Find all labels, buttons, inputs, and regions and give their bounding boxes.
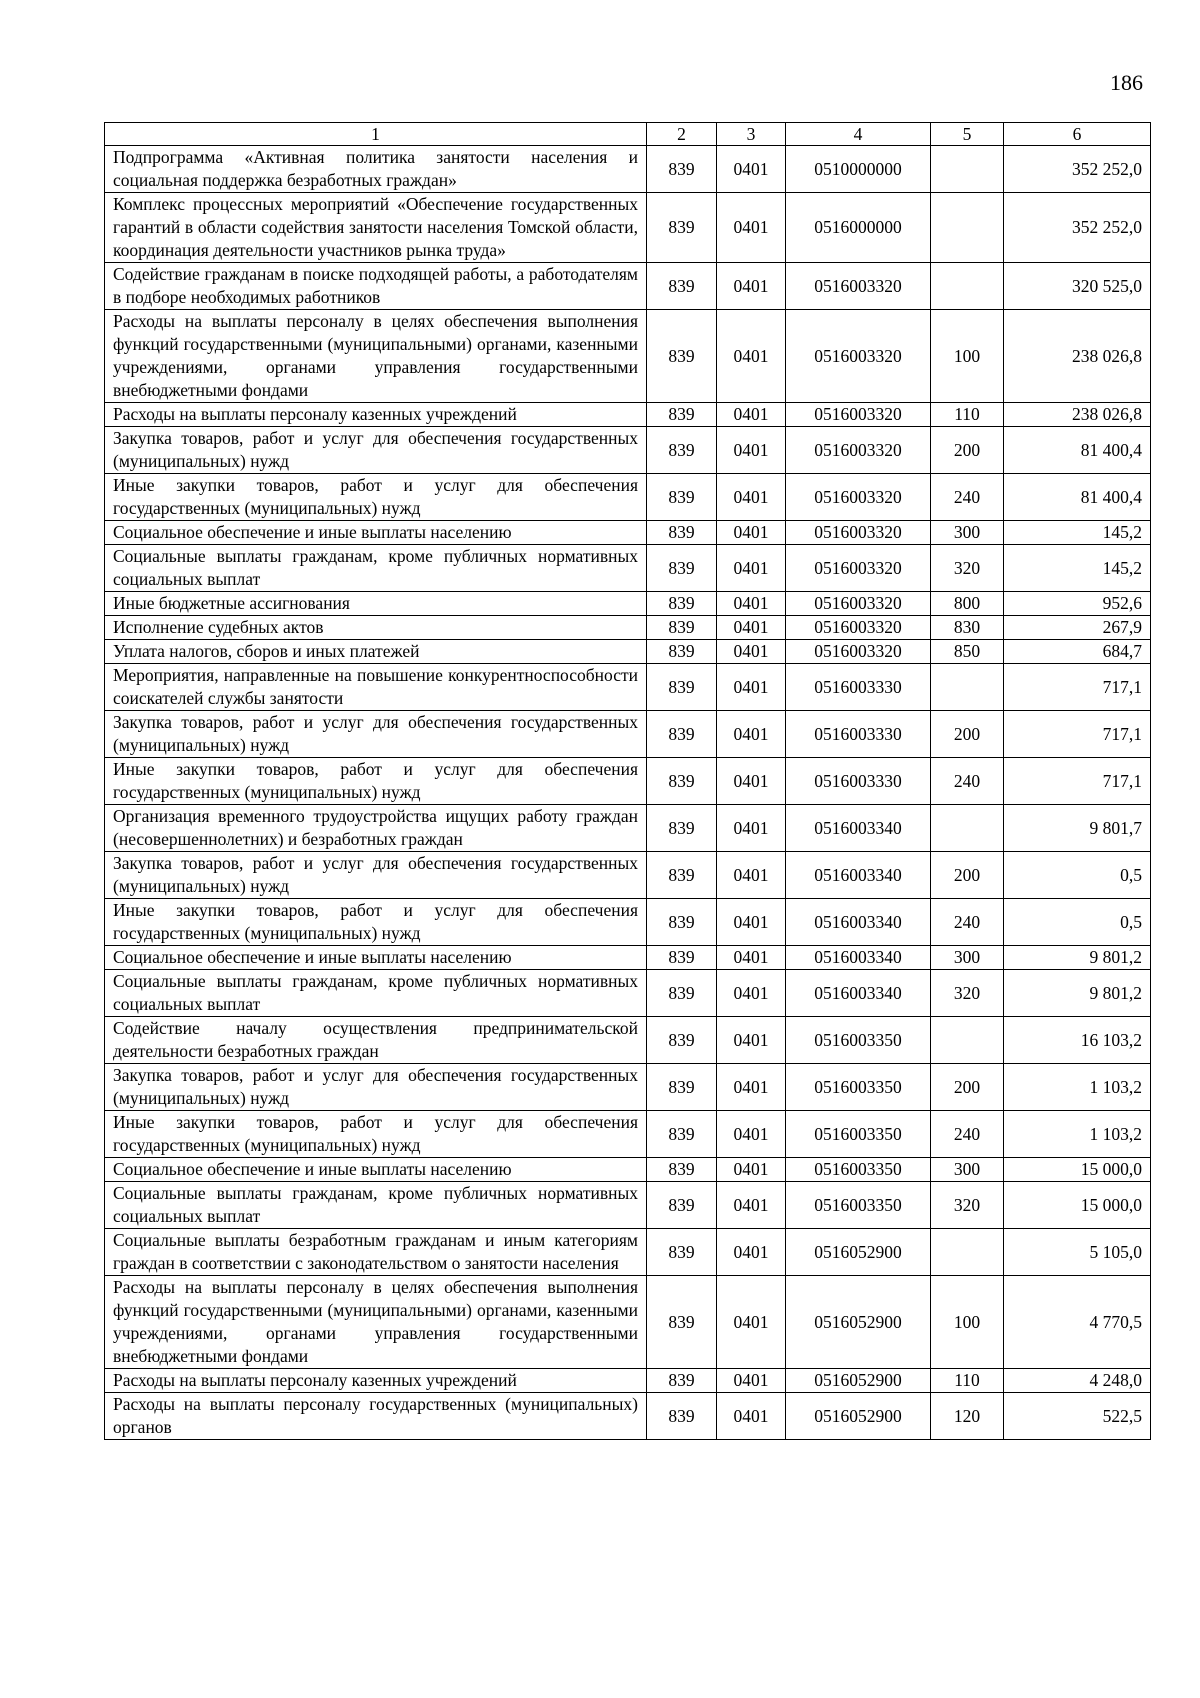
row-sum: 717,1 xyxy=(1004,664,1151,711)
row-vr xyxy=(931,1229,1004,1276)
row-sum: 1 103,2 xyxy=(1004,1064,1151,1111)
row-name: Содействие гражданам в поиске подходящей работы, а работодателям в подборе необходимых работников xyxy=(105,263,647,310)
row-rz: 0401 xyxy=(717,592,786,616)
row-name: Иные закупки товаров, работ и услуг для обеспечения государственных (муниципальных) нужд xyxy=(105,899,647,946)
row-csr: 0516000000 xyxy=(786,193,931,263)
row-sum: 81 400,4 xyxy=(1004,474,1151,521)
row-name: Уплата налогов, сборов и иных платежей xyxy=(105,640,647,664)
table-row xyxy=(105,521,1151,545)
row-sum: 5 105,0 xyxy=(1004,1229,1151,1276)
row-gr: 839 xyxy=(647,1182,717,1229)
row-rz: 0401 xyxy=(717,899,786,946)
row-name: Социальные выплаты гражданам, кроме публичных нормативных социальных выплат xyxy=(105,545,647,592)
row-sum: 717,1 xyxy=(1004,711,1151,758)
table-row xyxy=(105,263,1151,310)
row-sum: 4 770,5 xyxy=(1004,1276,1151,1369)
row-rz: 0401 xyxy=(717,1276,786,1369)
row-rz: 0401 xyxy=(717,427,786,474)
row-name: Иные закупки товаров, работ и услуг для обеспечения государственных (муниципальных) нужд xyxy=(105,758,647,805)
table-row xyxy=(105,852,1151,899)
row-vr: 110 xyxy=(931,403,1004,427)
table-row xyxy=(105,616,1151,640)
row-csr: 0516003340 xyxy=(786,946,931,970)
row-gr: 839 xyxy=(647,427,717,474)
row-rz: 0401 xyxy=(717,616,786,640)
row-csr: 0516003320 xyxy=(786,616,931,640)
row-sum: 9 801,2 xyxy=(1004,970,1151,1017)
row-sum: 267,9 xyxy=(1004,616,1151,640)
table-row xyxy=(105,146,1151,193)
row-rz: 0401 xyxy=(717,1111,786,1158)
row-sum: 9 801,7 xyxy=(1004,805,1151,852)
row-gr: 839 xyxy=(647,640,717,664)
row-csr: 0516003320 xyxy=(786,521,931,545)
table-row xyxy=(105,193,1151,263)
table-row xyxy=(105,1158,1151,1182)
row-name: Социальное обеспечение и иные выплаты населению xyxy=(105,521,647,545)
row-rz: 0401 xyxy=(717,403,786,427)
row-sum: 15 000,0 xyxy=(1004,1182,1151,1229)
table-row xyxy=(105,711,1151,758)
row-csr: 0516003350 xyxy=(786,1182,931,1229)
row-csr: 0516003320 xyxy=(786,310,931,403)
header-col-5: 5 xyxy=(931,123,1004,146)
row-name: Расходы на выплаты персоналу государственных (муниципальных) органов xyxy=(105,1393,647,1440)
table-row xyxy=(105,592,1151,616)
row-csr: 0516003320 xyxy=(786,474,931,521)
row-gr: 839 xyxy=(647,1229,717,1276)
row-vr: 300 xyxy=(931,521,1004,545)
table-row xyxy=(105,1393,1151,1440)
row-vr: 830 xyxy=(931,616,1004,640)
row-gr: 839 xyxy=(647,852,717,899)
row-csr: 0516003320 xyxy=(786,427,931,474)
row-sum: 717,1 xyxy=(1004,758,1151,805)
row-name: Закупка товаров, работ и услуг для обеспечения государственных (муниципальных) нужд xyxy=(105,711,647,758)
row-sum: 15 000,0 xyxy=(1004,1158,1151,1182)
row-rz: 0401 xyxy=(717,1369,786,1393)
header-col-6: 6 xyxy=(1004,123,1151,146)
row-gr: 839 xyxy=(647,592,717,616)
row-name: Содействие началу осуществления предпринимательской деятельности безработных граждан xyxy=(105,1017,647,1064)
row-sum: 145,2 xyxy=(1004,545,1151,592)
row-sum: 238 026,8 xyxy=(1004,403,1151,427)
row-rz: 0401 xyxy=(717,640,786,664)
header-col-1: 1 xyxy=(105,123,647,146)
row-vr: 300 xyxy=(931,1158,1004,1182)
row-sum: 352 252,0 xyxy=(1004,193,1151,263)
row-csr: 0516003320 xyxy=(786,403,931,427)
row-rz: 0401 xyxy=(717,1393,786,1440)
row-gr: 839 xyxy=(647,545,717,592)
row-name: Расходы на выплаты персоналу казенных учреждений xyxy=(105,403,647,427)
row-gr: 839 xyxy=(647,970,717,1017)
row-csr: 0516003340 xyxy=(786,899,931,946)
row-csr: 0516052900 xyxy=(786,1229,931,1276)
header-row xyxy=(105,123,1151,146)
row-sum: 1 103,2 xyxy=(1004,1111,1151,1158)
row-name: Закупка товаров, работ и услуг для обеспечения государственных (муниципальных) нужд xyxy=(105,1064,647,1111)
row-name: Социальные выплаты гражданам, кроме публичных нормативных социальных выплат xyxy=(105,1182,647,1229)
row-csr: 0516003350 xyxy=(786,1111,931,1158)
row-vr: 240 xyxy=(931,1111,1004,1158)
row-csr: 0516003350 xyxy=(786,1064,931,1111)
row-vr: 200 xyxy=(931,1064,1004,1111)
row-sum: 81 400,4 xyxy=(1004,427,1151,474)
row-vr: 320 xyxy=(931,545,1004,592)
row-rz: 0401 xyxy=(717,852,786,899)
row-rz: 0401 xyxy=(717,545,786,592)
row-vr xyxy=(931,263,1004,310)
row-name: Расходы на выплаты персоналу в целях обеспечения выполнения функций государственными (муниципальными) органами, казенными учреждениями, органами управления государственными внебюджетными фондами xyxy=(105,1276,647,1369)
row-gr: 839 xyxy=(647,899,717,946)
row-vr: 200 xyxy=(931,852,1004,899)
table-row xyxy=(105,899,1151,946)
row-gr: 839 xyxy=(647,805,717,852)
table-row xyxy=(105,474,1151,521)
row-csr: 0516003330 xyxy=(786,664,931,711)
row-gr: 839 xyxy=(647,1393,717,1440)
row-csr: 0516003340 xyxy=(786,852,931,899)
row-name: Иные закупки товаров, работ и услуг для обеспечения государственных (муниципальных) нужд xyxy=(105,474,647,521)
row-rz: 0401 xyxy=(717,1182,786,1229)
table-row xyxy=(105,427,1151,474)
row-sum: 238 026,8 xyxy=(1004,310,1151,403)
row-rz: 0401 xyxy=(717,946,786,970)
row-gr: 839 xyxy=(647,664,717,711)
row-gr: 839 xyxy=(647,193,717,263)
table-row xyxy=(105,1111,1151,1158)
row-rz: 0401 xyxy=(717,146,786,193)
table-row xyxy=(105,758,1151,805)
row-gr: 839 xyxy=(647,263,717,310)
table-row xyxy=(105,970,1151,1017)
row-sum: 145,2 xyxy=(1004,521,1151,545)
row-vr: 240 xyxy=(931,758,1004,805)
row-name: Исполнение судебных актов xyxy=(105,616,647,640)
row-sum: 16 103,2 xyxy=(1004,1017,1151,1064)
row-rz: 0401 xyxy=(717,805,786,852)
header-col-4: 4 xyxy=(786,123,931,146)
row-csr: 0516003320 xyxy=(786,545,931,592)
row-csr: 0516052900 xyxy=(786,1276,931,1369)
row-gr: 839 xyxy=(647,403,717,427)
row-vr xyxy=(931,1017,1004,1064)
row-csr: 0516052900 xyxy=(786,1369,931,1393)
row-gr: 839 xyxy=(647,758,717,805)
row-gr: 839 xyxy=(647,474,717,521)
row-name: Закупка товаров, работ и услуг для обеспечения государственных (муниципальных) нужд xyxy=(105,427,647,474)
row-name: Социальные выплаты гражданам, кроме публичных нормативных социальных выплат xyxy=(105,970,647,1017)
row-csr: 0516003320 xyxy=(786,592,931,616)
row-gr: 839 xyxy=(647,1369,717,1393)
row-rz: 0401 xyxy=(717,1158,786,1182)
row-gr: 839 xyxy=(647,146,717,193)
row-csr: 0516003330 xyxy=(786,711,931,758)
table-row xyxy=(105,545,1151,592)
row-vr: 100 xyxy=(931,310,1004,403)
row-sum: 0,5 xyxy=(1004,899,1151,946)
row-csr: 0516003340 xyxy=(786,970,931,1017)
table-row xyxy=(105,1017,1151,1064)
row-sum: 952,6 xyxy=(1004,592,1151,616)
row-gr: 839 xyxy=(647,1017,717,1064)
row-rz: 0401 xyxy=(717,263,786,310)
table-row xyxy=(105,1064,1151,1111)
table-row xyxy=(105,946,1151,970)
row-vr: 100 xyxy=(931,1276,1004,1369)
row-rz: 0401 xyxy=(717,970,786,1017)
row-rz: 0401 xyxy=(717,1017,786,1064)
row-csr: 0510000000 xyxy=(786,146,931,193)
row-csr: 0516003330 xyxy=(786,758,931,805)
header-col-3: 3 xyxy=(717,123,786,146)
row-rz: 0401 xyxy=(717,193,786,263)
row-gr: 839 xyxy=(647,946,717,970)
row-rz: 0401 xyxy=(717,1229,786,1276)
row-rz: 0401 xyxy=(717,664,786,711)
row-name: Социальное обеспечение и иные выплаты населению xyxy=(105,1158,647,1182)
row-name: Подпрограмма «Активная политика занятости населения и социальная поддержка безработных граждан» xyxy=(105,146,647,193)
row-rz: 0401 xyxy=(717,758,786,805)
table-row xyxy=(105,664,1151,711)
row-vr: 800 xyxy=(931,592,1004,616)
row-sum: 352 252,0 xyxy=(1004,146,1151,193)
table-row xyxy=(105,310,1151,403)
row-name: Закупка товаров, работ и услуг для обеспечения государственных (муниципальных) нужд xyxy=(105,852,647,899)
table-row xyxy=(105,640,1151,664)
row-rz: 0401 xyxy=(717,521,786,545)
row-csr: 0516052900 xyxy=(786,1393,931,1440)
budget-table xyxy=(104,122,1151,1440)
row-csr: 0516003320 xyxy=(786,263,931,310)
row-name: Расходы на выплаты персоналу в целях обеспечения выполнения функций государственными (муниципальными) органами, казенными учреждениями, органами управления государственными внебюджетными фондами xyxy=(105,310,647,403)
row-sum: 0,5 xyxy=(1004,852,1151,899)
row-sum: 9 801,2 xyxy=(1004,946,1151,970)
row-rz: 0401 xyxy=(717,474,786,521)
row-name: Иные бюджетные ассигнования xyxy=(105,592,647,616)
row-gr: 839 xyxy=(647,1111,717,1158)
table-row xyxy=(105,805,1151,852)
row-sum: 4 248,0 xyxy=(1004,1369,1151,1393)
row-vr: 120 xyxy=(931,1393,1004,1440)
row-gr: 839 xyxy=(647,1158,717,1182)
row-rz: 0401 xyxy=(717,711,786,758)
row-gr: 839 xyxy=(647,1064,717,1111)
row-vr xyxy=(931,664,1004,711)
row-gr: 839 xyxy=(647,711,717,758)
table-body xyxy=(105,146,1151,1440)
row-gr: 839 xyxy=(647,616,717,640)
row-vr: 240 xyxy=(931,474,1004,521)
page-number: 186 xyxy=(1110,70,1143,95)
row-name: Комплекс процессных мероприятий «Обеспечение государственных гарантий в области содействия занятости населения Томской области, координация деятельности участников рынка труда» xyxy=(105,193,647,263)
header-col-2: 2 xyxy=(647,123,717,146)
row-name: Организация временного трудоустройства ищущих работу граждан (несовершеннолетних) и безработных граждан xyxy=(105,805,647,852)
row-vr: 200 xyxy=(931,711,1004,758)
table-row xyxy=(105,1229,1151,1276)
row-csr: 0516003350 xyxy=(786,1017,931,1064)
row-csr: 0516003340 xyxy=(786,805,931,852)
row-vr xyxy=(931,805,1004,852)
row-vr: 320 xyxy=(931,970,1004,1017)
row-vr: 240 xyxy=(931,899,1004,946)
row-vr xyxy=(931,146,1004,193)
row-vr: 300 xyxy=(931,946,1004,970)
row-gr: 839 xyxy=(647,521,717,545)
row-name: Социальные выплаты безработным гражданам и иным категориям граждан в соответствии с законодательством о занятости населения xyxy=(105,1229,647,1276)
row-gr: 839 xyxy=(647,310,717,403)
row-name: Иные закупки товаров, работ и услуг для обеспечения государственных (муниципальных) нужд xyxy=(105,1111,647,1158)
row-gr: 839 xyxy=(647,1276,717,1369)
row-name: Расходы на выплаты персоналу казенных учреждений xyxy=(105,1369,647,1393)
row-vr xyxy=(931,193,1004,263)
row-name: Социальное обеспечение и иные выплаты населению xyxy=(105,946,647,970)
row-vr: 850 xyxy=(931,640,1004,664)
row-rz: 0401 xyxy=(717,1064,786,1111)
row-vr: 200 xyxy=(931,427,1004,474)
row-sum: 320 525,0 xyxy=(1004,263,1151,310)
row-csr: 0516003350 xyxy=(786,1158,931,1182)
row-name: Мероприятия, направленные на повышение конкурентноспособности соискателей службы занятости xyxy=(105,664,647,711)
row-sum: 684,7 xyxy=(1004,640,1151,664)
row-rz: 0401 xyxy=(717,310,786,403)
table-row xyxy=(105,1276,1151,1369)
table-row xyxy=(105,403,1151,427)
row-sum: 522,5 xyxy=(1004,1393,1151,1440)
row-vr: 110 xyxy=(931,1369,1004,1393)
row-vr: 320 xyxy=(931,1182,1004,1229)
table-row xyxy=(105,1369,1151,1393)
row-csr: 0516003320 xyxy=(786,640,931,664)
table-row xyxy=(105,1182,1151,1229)
